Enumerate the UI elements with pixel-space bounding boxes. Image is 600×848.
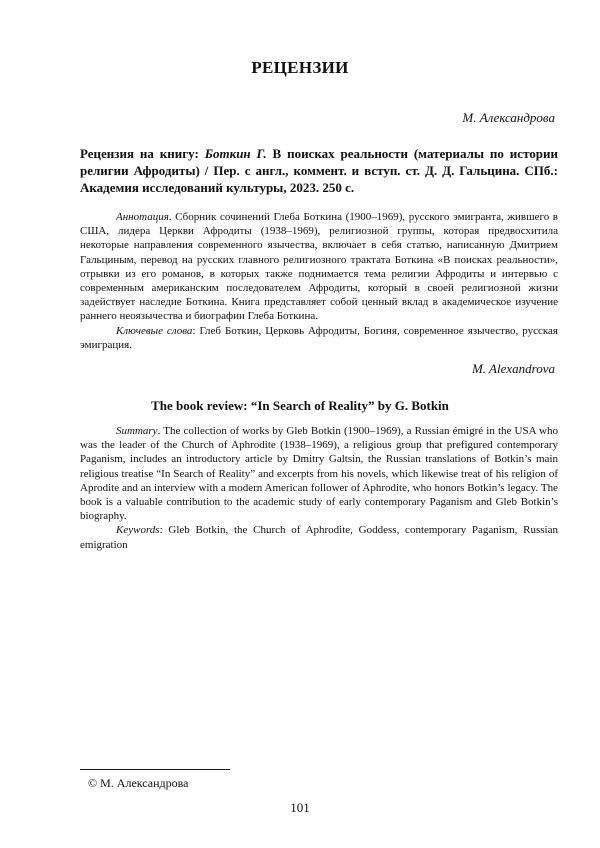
keywords-text-en: : Gleb Botkin, the Church of Aphrodite, Goddess, contemporary Paganism, Russian emigration: [80, 524, 558, 551]
review-title-ru: [80, 145, 558, 196]
annotation-paragraph: [80, 210, 558, 324]
page-number: 101: [290, 800, 310, 815]
abstract-ru: [80, 210, 558, 352]
footnote-divider: [80, 769, 230, 770]
review-title-en: The book review: “In Search of Reality” by G. Botkin: [151, 398, 449, 413]
section-title: РЕЦЕНЗИИ: [251, 58, 349, 77]
summary-paragraph: [80, 424, 558, 523]
author-name-en: M. Alexandrova: [471, 361, 555, 376]
keywords-text-ru: : Глеб Боткин, Церковь Афродиты, Богиня, современное язычество, русская эмиграция.: [80, 324, 558, 351]
review-title-book-author: Боткин Г.: [204, 146, 267, 161]
summary-text: . The collection of works by Gleb Botkin (1900–1969), a Russian émigré in the USA who was the leader of the Church of Aphrodite (1938–1969), a religious group that prefigured contemporary Paganism, includes an introductory article by Dmitry Galtsin, the Russian translations of Botkin’s main religious treatise “In Search of Reality” and excerpts from his novels, which likewise treat of his religion of Aprodite and an interview with a modern American follower of Aphrodite, who honors Botkin’s legacy. The book is a valuable contribution to the academic study of early contemporary Paganism and Gleb Botkin’s biography.: [80, 425, 558, 523]
summary-label: Summary: [116, 425, 158, 437]
keywords-label-en: Keywords: [116, 524, 160, 537]
annotation-label: Аннотация: [116, 211, 169, 223]
copyright-footnote: © М. Александрова: [88, 776, 189, 790]
review-title-rest: В поисках реальности (материалы по истории религии Афродиты) / Пер. с англ., коммент. и вступ. ст. Д. Д. Гальцина. СПб.: Академия исследований культуры, 2023. 250 с.: [80, 146, 558, 195]
review-title-prefix: Рецензия на книгу:: [80, 146, 205, 161]
annotation-text: . Сборник сочинений Глеба Боткина (1900–1969), русского эмигранта, жившего в США, лидера Церкви Афродиты (1938–1969), религиозной группы, которая предвосхитила некоторые направления современного язычества, включает в себя статью, написанную Дмитрием Гальциным, перевод на русских главного религиозного трактата Боткина «В поисках реальности», отрывки из его романов, в которых также поднимается тема религии Афродиты и интервью с современным американским последователем Афродиты, который в своей религиозной жизни задействует наследие Боткина. Книга представляет собой ценный вклад в академическое изучение раннего неоязычества и биографии Глеба Боткина.: [80, 211, 558, 323]
abstract-en: [80, 424, 558, 552]
keywords-paragraph-en: [80, 523, 558, 551]
author-name-ru: М. Александрова: [462, 110, 555, 125]
keywords-label-ru: Ключевые слова: [116, 324, 193, 337]
keywords-paragraph-ru: [80, 324, 558, 352]
